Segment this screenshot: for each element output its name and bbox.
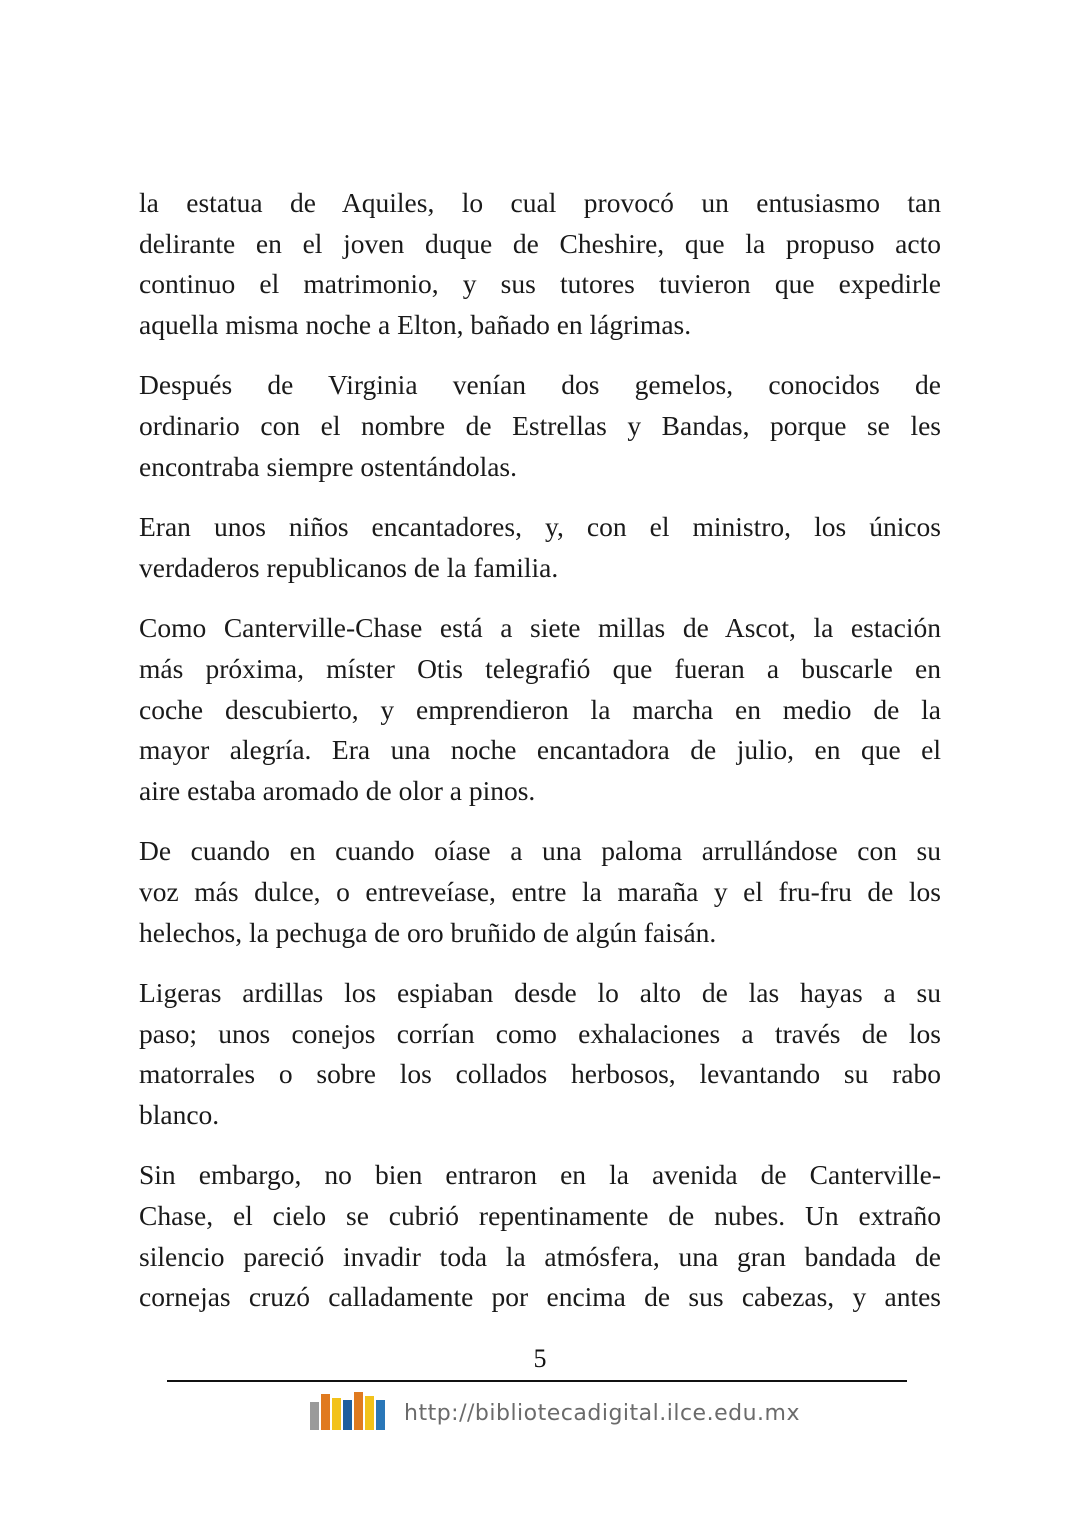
page-number: 5: [533, 1344, 547, 1373]
text-line: verdaderos republicanos de la familia.: [139, 551, 559, 583]
text-line: cornejas cruzó calladamente por encima de sus cabezas, y antes: [139, 1281, 941, 1313]
text-line: helechos, la pechuga de oro bruñido de algún faisán.: [139, 916, 717, 948]
text-line: ordinario con el nombre de Estrellas y Bandas, porque se les: [139, 409, 941, 441]
text-line: delirante en el joven duque de Cheshire, que la propuso acto: [139, 227, 941, 259]
text-line: voz más dulce, o entreveíase, entre la maraña y el fru-fru de los: [139, 875, 941, 907]
text-line: Sin embargo, no bien entraron en la avenida de Canterville-: [139, 1159, 941, 1191]
paragraph: [139, 831, 941, 953]
footer-divider: [167, 1380, 907, 1382]
paragraph: [139, 1155, 941, 1317]
book-spine-icon: [343, 1400, 352, 1430]
text-line: matorrales o sobre los collados herbosos, levantando su rabo: [139, 1058, 941, 1090]
text-line: Chase, el cielo se cubrió repentinamente de nubes. Un extraño: [139, 1200, 941, 1232]
footer: [306, 1392, 800, 1434]
book-spine-icon: [376, 1400, 385, 1430]
text-line: coche descubierto, y emprendieron la marcha en medio de la: [139, 693, 941, 725]
paragraph: [139, 365, 941, 487]
body-text: [139, 183, 941, 1338]
book-spine-icon: [321, 1394, 330, 1430]
paragraph: [139, 608, 941, 811]
paragraph: [139, 973, 941, 1135]
text-line: De cuando en cuando oíase a una paloma arrullándose con su: [139, 835, 941, 867]
footer-url-link[interactable]: http://bibliotecadigital.ilce.edu.mx: [404, 1400, 800, 1426]
paragraph: [139, 507, 941, 588]
text-line: Después de Virginia venían dos gemelos, conocidos de: [139, 369, 941, 401]
text-line: Ligeras ardillas los espiaban desde lo alto de las hayas a su: [139, 977, 941, 1009]
text-line: Eran unos niños encantadores, y, con el ministro, los únicos: [139, 511, 941, 543]
text-line: mayor alegría. Era una noche encantadora de julio, en que el: [139, 734, 941, 766]
text-line: la estatua de Aquiles, lo cual provocó un entusiasmo tan: [139, 187, 941, 218]
paragraph: [139, 183, 941, 345]
text-line: encontraba siempre ostentándolas.: [139, 450, 517, 482]
book-spine-icon: [365, 1396, 374, 1430]
text-line: Como Canterville-Chase está a siete millas de Ascot, la estación: [139, 612, 941, 644]
text-line: más próxima, míster Otis telegrafió que fueran a buscarle en: [139, 652, 941, 684]
text-line: aquella misma noche a Elton, bañado en lágrimas.: [139, 308, 692, 340]
text-line: aire estaba aromado de olor a pinos.: [139, 774, 536, 806]
book-spine-icon: [332, 1398, 341, 1430]
book-spine-icon: [354, 1392, 363, 1430]
text-line: paso; unos conejos corrían como exhalaciones a través de los: [139, 1017, 941, 1049]
text-line: silencio pareció invadir toda la atmósfera, una gran bandada de: [139, 1240, 941, 1272]
text-line: blanco.: [139, 1098, 220, 1130]
book-spine-icon: [310, 1402, 319, 1430]
text-line: continuo el matrimonio, y sus tutores tuvieron que expedirle: [139, 268, 941, 300]
books-logo-icon: [306, 1392, 392, 1434]
